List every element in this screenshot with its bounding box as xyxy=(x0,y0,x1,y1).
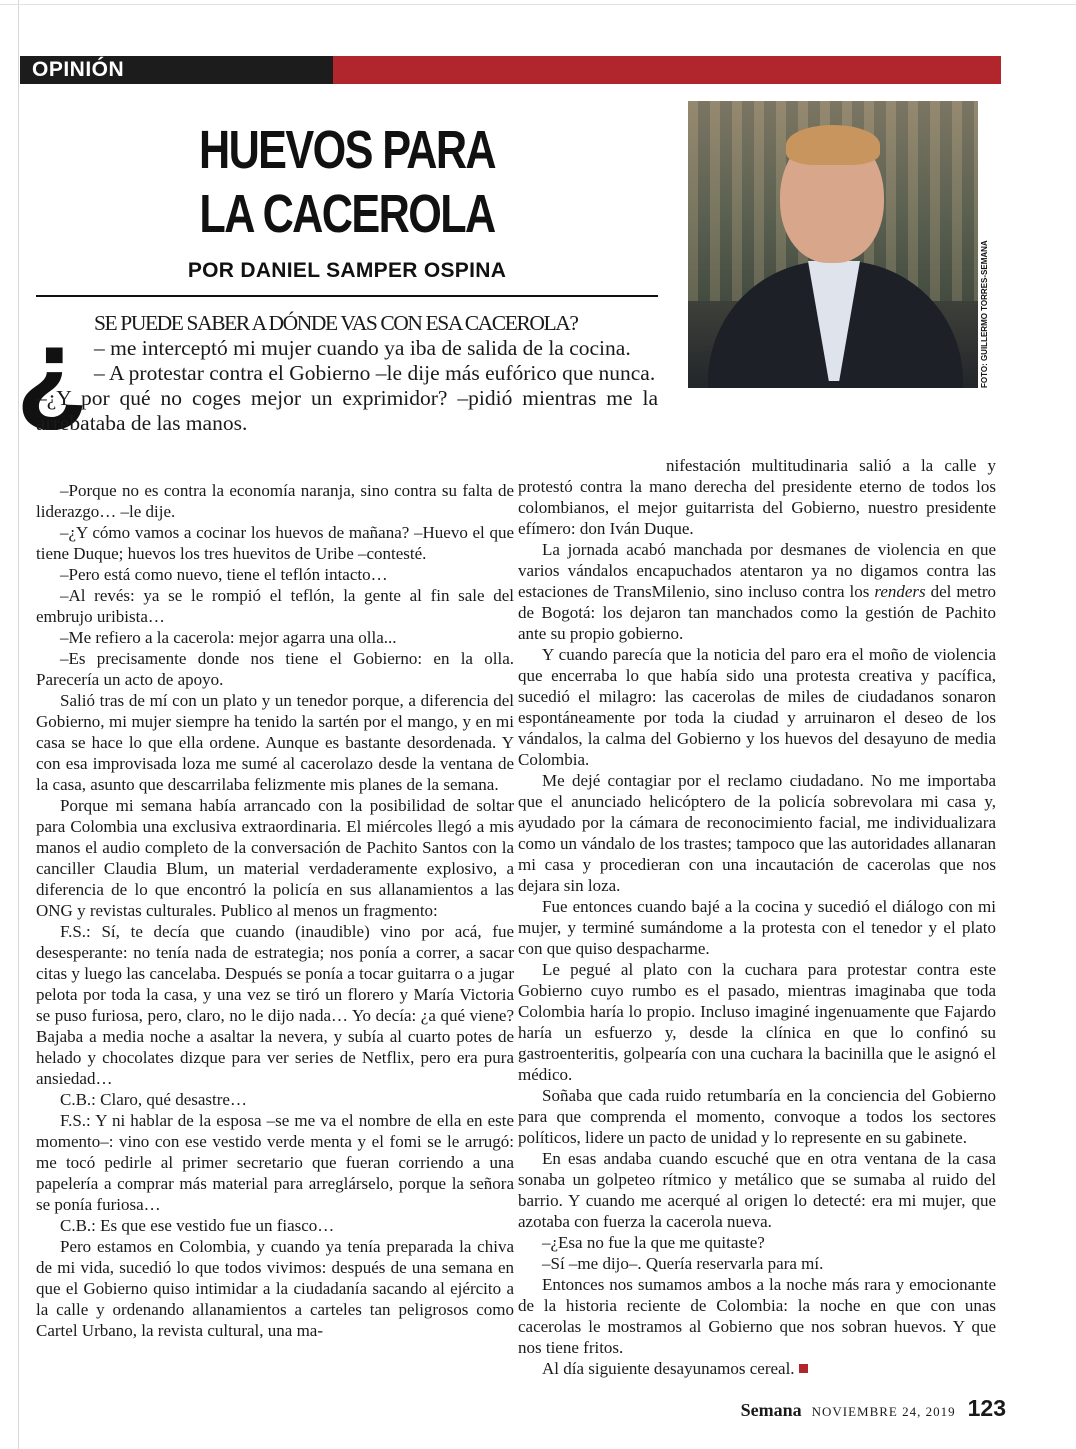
section-label: OPINIÓN xyxy=(32,58,125,81)
headline-line-2: LA CACEROLA xyxy=(199,184,495,244)
body-paragraph: Entonces nos sumamos ambos a la noche más rara y emocionante de la historia reciente de Colombia: la noche en que con unas cacerolas le mostramos al Gobierno que nos sobran huevos. Y que nos tiene fritos. xyxy=(518,1275,996,1357)
body-paragraph: Le pegué al plato con la cuchara para protestar contra este Gobierno cuyo rumbo es el pasado, mientras imaginaba que toda Colombia haría lo propio. Incluso imaginé ingenuamente que Fajardo haría un esfuerzo y, desde la clínica en que lo confinó su gastroenteritis, golpearía con una cuchara la bacinilla que le asignó el médico. xyxy=(518,960,996,1084)
body-paragraph: Y cuando parecía que la noticia del paro era el moño de violencia que encerraba lo que había sido una protesta creativa y pacífica, sucedió el milagro: las cacerolas de miles de ciudadanos sonaron espontáneamente por toda la ciudad y arruinaron el deseo de los vándalos, la calma del Gobierno y los huevos del desayuno de media Colombia. xyxy=(518,645,996,769)
body-paragraph: –Pero está como nuevo, tiene el teflón intacto… xyxy=(60,565,388,584)
page-number: 123 xyxy=(967,1395,1006,1421)
dialogue-paragraph: –¿Esa no fue la que me quitaste? xyxy=(542,1233,765,1252)
dialogue-paragraph: F.S.: Sí, te decía que cuando (inaudible) vino por acá, fue desesperante: no tenía nada de estrategia; nos ponía a correr, a sacar citas y luego las cancelaba. Después se ponía a tocar guitarra o a jugar pelota por toda la casa, y una vez se tiró un florero y María Victoria se puso furiosa, pero, claro, no le dijo nada… Yo decía: ¿a qué viene? Bajaba a media noche a asaltar la nevera, y subía al cuarto potes de helado y chocolates dizque para ver series de Netflix, pero era pura ansiedad… xyxy=(36,922,514,1088)
closing-text: Al día siguiente desayunamos cereal. xyxy=(542,1359,795,1378)
issue-date: NOVIEMBRE 24, 2019 xyxy=(811,1404,956,1419)
italic-term: renders xyxy=(874,582,926,601)
scan-edge xyxy=(18,0,19,1449)
lead-paragraph xyxy=(36,311,658,436)
body-paragraph: –Al revés: ya se le rompió el teflón, la gente al fin sale del embrujo uribista… xyxy=(36,586,514,626)
end-mark-icon xyxy=(799,1364,808,1373)
headline-rule xyxy=(36,295,658,297)
body-paragraph: Me dejé contagiar por el reclamo ciudadano. No me importaba que el anunciado helicóptero de la policía sobrevolara mi casa y, ayudado por la cámara de reconocimiento facial, me individualizara como un vándalo de los trastes; tampoco que las autoridades allanaran mi casa y procedieran con una incautación de cacerolas que nos dejara sin loza. xyxy=(518,771,996,895)
closing-paragraph xyxy=(518,1358,996,1379)
photo-hair xyxy=(786,125,880,165)
body-paragraph: Pero estamos en Colombia, y cuando ya tenía preparada la chiva de mi vida, sucedió lo que todos vivimos: después de una semana en que el Gobierno quiso intimidar a la ciudadanía sacando al ejército a la calle y ordenando allanamientos a carteles tan peligrosos como Cartel Urbano, la revista cultural, una ma- xyxy=(36,1237,514,1340)
continued-paragraph: nifestación multitudinaria salió a la calle y protestó contra la mano derecha del presidente eterno de todos los colombianos, el mejor guitarrista del Gobierno, nuestro presidente efímero: don Iván Duque. xyxy=(518,456,996,538)
lead-line-2: – me interceptó mi mujer cuando ya iba de salida de la cocina. xyxy=(94,336,631,360)
page-footer xyxy=(741,1395,1006,1422)
body-paragraph: –Es precisamente donde nos tiene el Gobierno: en la olla. Parecería un acto de apoyo. xyxy=(36,649,514,689)
byline: POR DANIEL SAMPER OSPINA xyxy=(187,259,507,282)
body-paragraph: –Me refiero a la cacerola: mejor agarra una olla... xyxy=(60,628,397,647)
headline-line-1: HUEVOS PARA xyxy=(198,120,496,180)
dialogue-paragraph: C.B.: Claro, qué desastre… xyxy=(60,1090,247,1109)
author-photo xyxy=(688,101,978,388)
drop-cap: ¿ xyxy=(16,304,89,436)
section-banner xyxy=(20,56,1001,84)
banner-red-block xyxy=(333,56,1001,84)
body-paragraph: –Porque no es contra la economía naranja, sino contra su falta de liderazgo… –le dije. xyxy=(36,481,514,521)
body-column-right xyxy=(518,455,996,1379)
magazine-name: Semana xyxy=(740,1400,802,1420)
dialogue-paragraph: –Sí –me dijo–. Quería reservarla para mí. xyxy=(542,1254,824,1273)
lead-line-1: SE PUEDE SABER A DÓNDE VAS CON ESA CACEROLA? xyxy=(94,311,578,335)
text-run: La jornada acabó manchada por desmanes de violencia en que varios vándalos encapuchados atentaron ya no digamos contra las estaciones de TransMilenio, sino incluso contra los xyxy=(518,540,996,601)
dialogue-paragraph: F.S.: Y ni hablar de la esposa –se me va el nombre de ella en este momento–: vino con ese vestido verde menta y el fomi se le arrugó: me tocó pedirle al primer secretario que fueran corriendo a una papelería a comprar más material para arreglárselo, porque la señora se ponía furiosa… xyxy=(36,1111,514,1214)
photo-credit: FOTO: GUILLERMO TORRES-SEMANA xyxy=(980,240,989,388)
dialogue-paragraph: C.B.: Es que ese vestido fue un fiasco… xyxy=(60,1216,335,1235)
lead-line-3: – A protestar contra el Gobierno –le dije más eufórico que nunca. xyxy=(94,361,656,385)
body-paragraph: Porque mi semana había arrancado con la posibilidad de soltar para Colombia una exclusiva extraordinaria. El miércoles llegó a mis manos el audio completo de la conversación de Pachito Santos con la canciller Claudia Blum, un material verdaderamente explosivo, a diferencia de lo que encontró la policía en sus allanamientos a las ONG y revistas culturales. Publico al menos un fragmento: xyxy=(36,796,514,920)
lead-line-4: –¿Y por qué no coges mejor un exprimidor? –pidió mientras me la arrebataba de las manos. xyxy=(36,386,658,435)
body-paragraph: En esas andaba cuando escuché que en otra ventana de la casa sonaba un golpeteo rítmico y metálico que se sumaba al ruido del barrio. Y cuando me acerqué al origen lo detecté: era mi mujer, que azotaba con fuerza la cacerola nueva. xyxy=(518,1149,996,1231)
body-paragraph xyxy=(518,539,996,644)
text-run: del metro de Bogotá: los dejaron tan manchados como la gestión de Pachito ante su propio gobierno. xyxy=(518,582,996,643)
body-paragraph: Soñaba que cada ruido retumbaría en la conciencia del Gobierno para que comprenda el momento, convoque a todos los sectores políticos, lidere un pacto de unidad y lo represente en su gabinete. xyxy=(518,1086,996,1147)
top-line xyxy=(0,4,1076,5)
body-column-left xyxy=(36,480,514,1341)
body-paragraph: Salió tras de mí con un plato y un tenedor porque, a diferencia del Gobierno, mi mujer siempre ha tenido la sartén por el mango, y en mi casa se hace lo que ella ordene. Aunque es bastante desordenada. Y con esa improvisada loza me sumé al cacerolazo desde la ventana de la casa, asunto que descarrilaba felizmente mis planes de la semana. xyxy=(36,691,514,794)
body-paragraph: Fue entonces cuando bajé a la cocina y sucedió el diálogo con mi mujer, y terminé sumándome a la protesta con el tenedor y el plato con que quiso despacharme. xyxy=(518,897,996,958)
headline xyxy=(165,118,528,246)
body-paragraph: –¿Y cómo vamos a cocinar los huevos de mañana? –Huevo el que tiene Duque; huevos los tres huevitos de Uribe –contesté. xyxy=(36,523,514,563)
